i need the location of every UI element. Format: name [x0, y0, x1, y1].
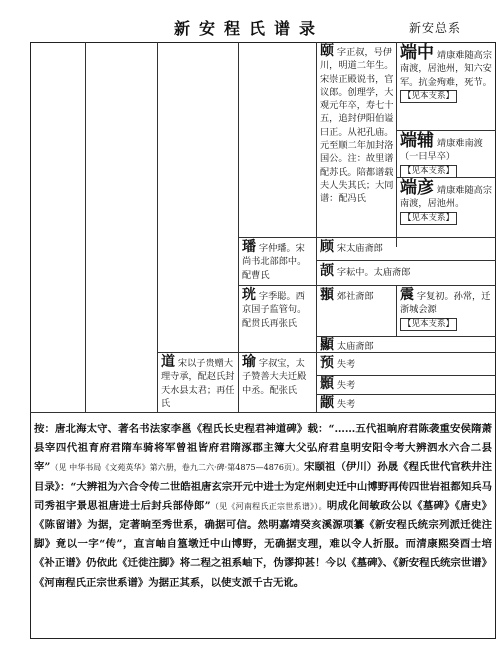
person-bio: 靖康难随高宗南渡，居池州。 — [400, 185, 493, 210]
grid-line — [238, 42, 239, 412]
note-quote-2: 宋颐祖（伊川）孙晟《程氏世代官秩井注目录》：“大辨祖为六合令传二世皓祖唐玄宗开元中进士为定州刺史迁中山博野再传四世岩祖都知兵马司秀祖宇景思祖唐进士后封兵部侍郎” — [34, 461, 492, 512]
person-bio: 宋以子贵赠大理寺承，配赵氏封天水县太君；再任氏 — [161, 358, 235, 409]
grid-line — [396, 285, 397, 336]
note-source-2: （见《河南程氏正宗世系谱》）。 — [210, 501, 327, 511]
person-pian — [320, 288, 394, 303]
person-bio: 字仲璠。宋尚书北部郎中。配曹氏 — [242, 243, 307, 281]
person-yu2 — [320, 356, 494, 371]
person-duanfu — [400, 132, 494, 178]
note-body: 明成化间敏政公以《墓碑》《唐史》《陈留谱》为据，定著晌至秀世系，确据可信。然明嘉靖癸亥溪源项纂《新安程氏统宗列派迁徙注脚》竟以一字“传”，直言岫自篁墩迁中山博野，无确据支理，难以令人折服。而清康熙癸酉士培《补正谱》仍依此《迁徙注脚》将二程之祖系岫下，伪谬抑甚！今以《墓碑》、《新安程氏统宗世谱》《河南程氏正宗世系谱》为据正其系，以使支派千古无讹。 — [34, 499, 492, 589]
person-duanzhong — [400, 44, 494, 103]
series-label: 新安总系 — [409, 21, 462, 35]
grid-line — [85, 42, 86, 412]
branch-tag: 【见本支系】 — [400, 212, 457, 225]
person-xie — [320, 264, 494, 279]
person-bio: 字复初。孙常，迁浙城会源 — [400, 291, 491, 316]
grid-line — [316, 394, 496, 395]
person-name: 颐 — [320, 43, 334, 59]
person-xian2 — [320, 377, 494, 392]
person-xian — [320, 338, 494, 353]
note-quote-1: 按：唐北海太守、著名书法家李邕《程氏长史程君神道碑》载：“……五代祖晌府君陈袭重安侯隋萧县宰四代祖育府君隋车骑将军曾祖皆府君隋涿郡主簿大父弘府君皇明安阳令考大辨泗水六合二县宰” — [34, 423, 492, 474]
branch-tag: 【见本支系】 — [400, 90, 457, 103]
person-bio: 字耘中。太庙斋郎 — [336, 267, 411, 278]
grid-line — [316, 260, 496, 261]
person-name: 顾 — [320, 239, 334, 255]
person-name: 瑜 — [242, 354, 256, 370]
person-name: 震 — [400, 287, 414, 303]
person-dao — [161, 355, 235, 410]
person-name: 顯 — [320, 337, 334, 353]
person-bio: 字正叔，号伊川，明道二年生。宋崇正殿说书，官议郎。创理学，大观元年卒，寿七十五，追封伊阳伯谥曰正。从祀孔庙。元至顺二年加封洛国公。注：故里谱配苏氏。陪都谱载夫人失其氏；大同谱：配冯氏 — [320, 47, 394, 205]
person-bio: 失考 — [336, 380, 356, 391]
person-name: 预 — [320, 355, 334, 371]
person-kang — [242, 288, 314, 330]
person-fan — [242, 240, 314, 282]
grid-line — [30, 412, 496, 413]
grid-line — [238, 285, 496, 286]
person-bio: 失考 — [336, 399, 356, 410]
person-duanyan — [400, 179, 494, 225]
person-zhen — [400, 288, 494, 331]
person-bio: 太庙斋郎 — [336, 341, 374, 352]
person-bio: 郊社斋郎 — [336, 291, 374, 302]
person-bio: 字季聪。西京国子监管句。配贯氏再张氏 — [242, 291, 307, 329]
person-yu — [242, 355, 314, 397]
annotation-note — [34, 420, 492, 593]
person-name: 道 — [161, 354, 175, 370]
person-bio: 靖康难随高宗南渡，居池州，知六安军。抗金殉难，死节。 — [400, 50, 493, 88]
person-gu — [320, 240, 494, 255]
person-bio: 宋太庙斋郎 — [336, 243, 383, 254]
person-name: 端中 — [400, 43, 434, 63]
person-bio: 失考 — [336, 359, 356, 370]
person-name: 颛 — [320, 395, 334, 411]
person-yi — [320, 44, 396, 206]
person-name: 颉 — [320, 263, 334, 279]
grid-line — [396, 42, 397, 247]
person-name: 顥 — [320, 376, 334, 392]
grid-line — [238, 237, 496, 238]
person-name: 珖 — [242, 287, 256, 303]
branch-tag: 【见本支系】 — [400, 165, 457, 178]
branch-tag: 【见本支系】 — [400, 318, 457, 331]
page-title: 新安程氏谱录 — [173, 19, 324, 38]
person-bio: 字叔宝，太子赞善大夫迁殿中丞。配张氏 — [242, 358, 307, 396]
grid-line — [157, 42, 158, 412]
person-name: 頨 — [320, 287, 334, 303]
grid-line — [316, 375, 496, 376]
person-name: 璠 — [242, 239, 256, 255]
grid-line — [316, 336, 496, 337]
person-yu3 — [320, 396, 494, 411]
note-source-1: （见 中华书局《文苑英华》第六册，卷九二六·碑·第4875—4876页）。 — [50, 463, 305, 473]
person-bio: 靖康难南渡（一曰早卒） — [400, 138, 483, 163]
person-name: 端辅 — [400, 131, 434, 151]
person-name: 端彦 — [400, 178, 434, 198]
grid-line — [316, 42, 317, 412]
